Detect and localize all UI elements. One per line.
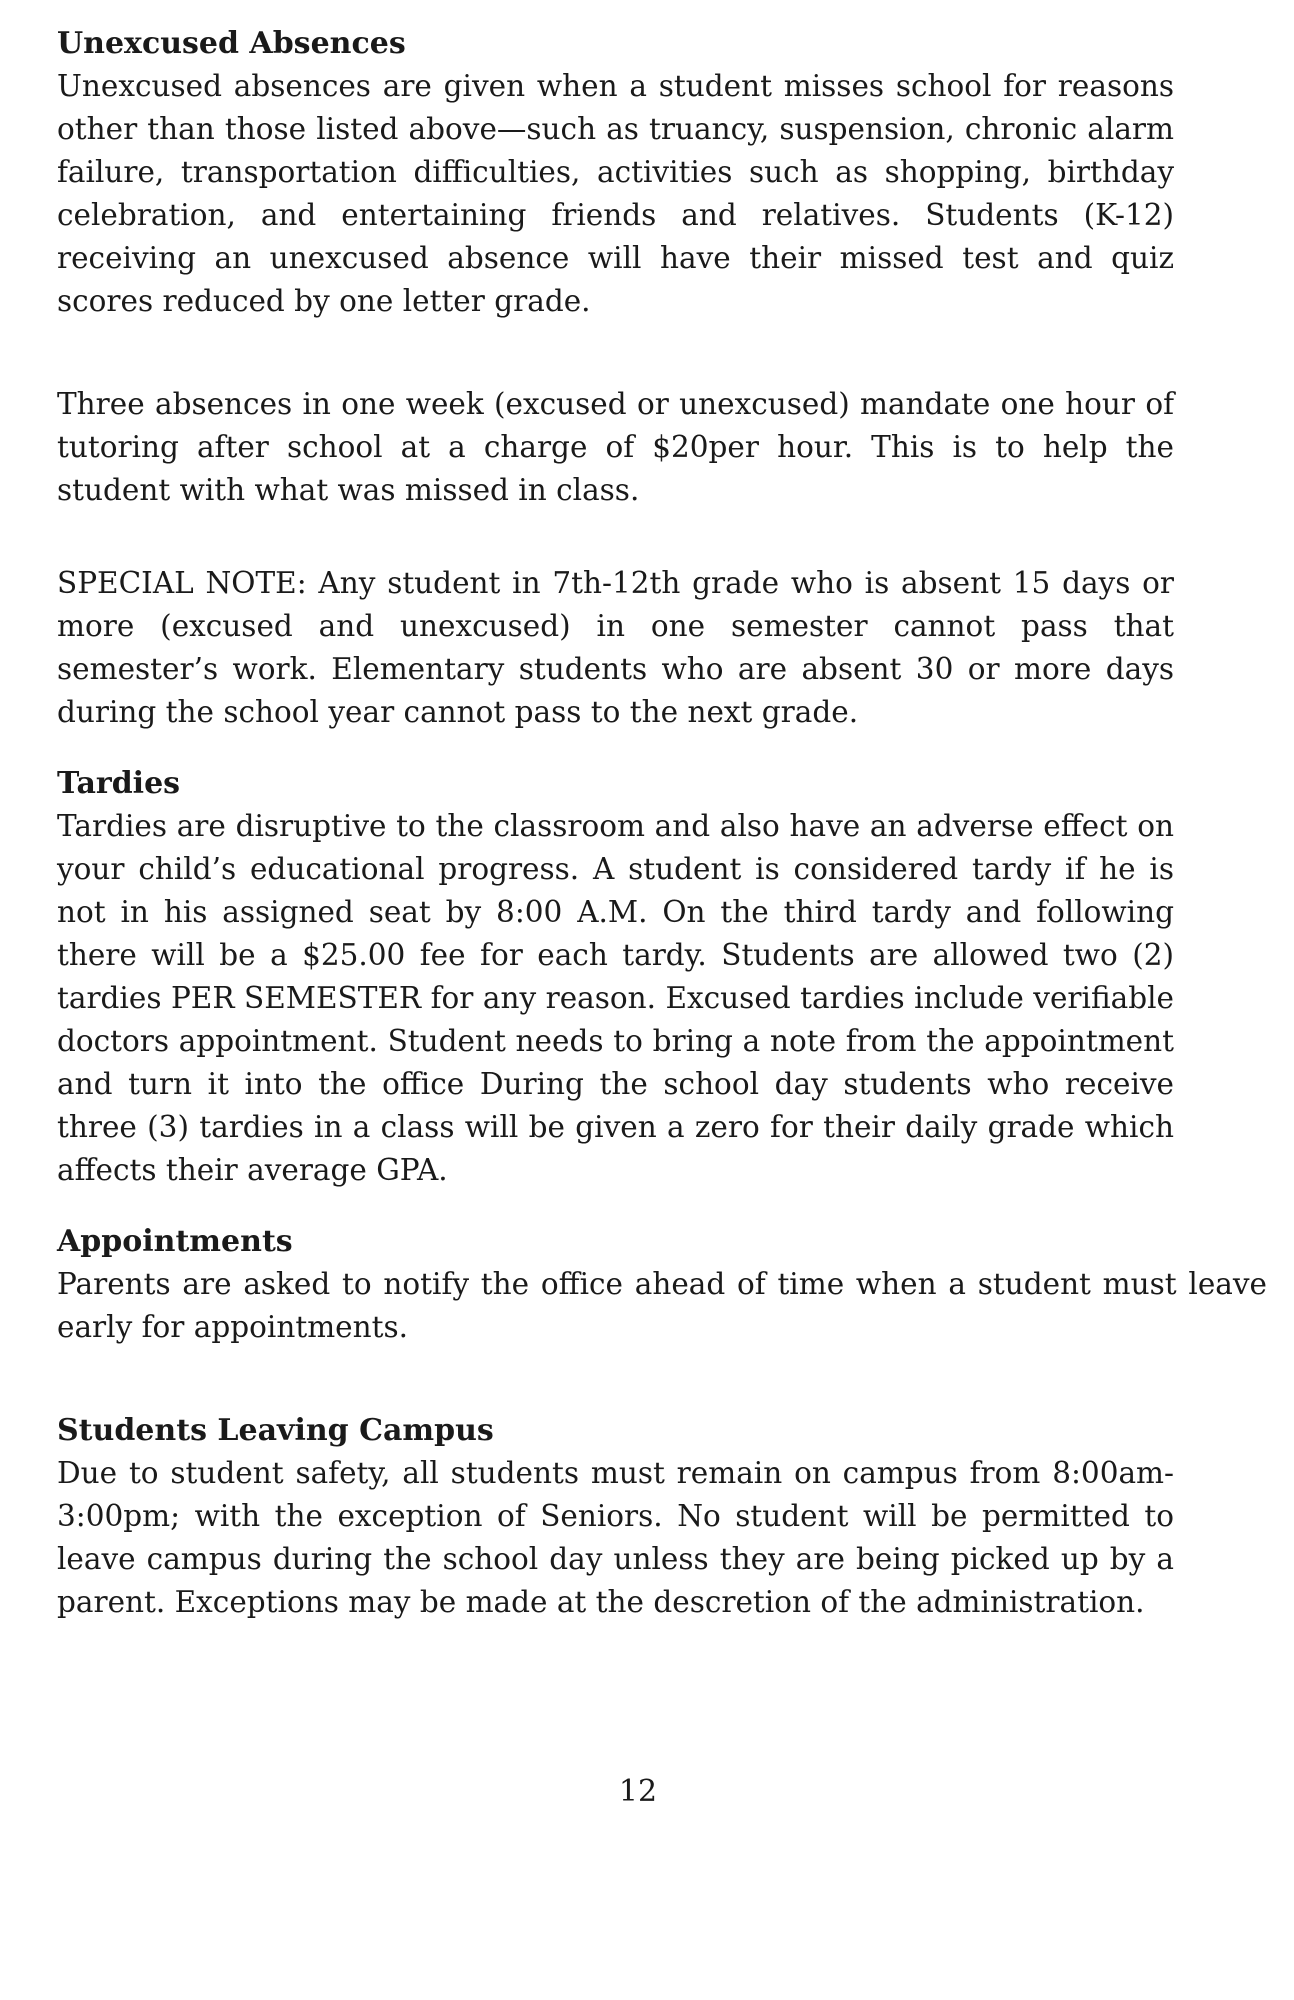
heading-appointments: Appointments	[57, 1224, 293, 1259]
paragraph-appointments: Parents are asked to notify the office ahead of time when a student must leave early for appointments.	[57, 1267, 1267, 1344]
heading-students-leaving-campus: Students Leaving Campus	[57, 1413, 494, 1448]
spacer	[57, 512, 1177, 562]
page-number: 12	[618, 1774, 658, 1809]
section-special-note	[57, 562, 1177, 734]
section-tardies	[57, 762, 1177, 1192]
paragraph-students-leaving-campus: Due to student safety, all students must remain on campus from 8:00am- 3:00pm; with the exception of Seniors. No student will be permitted to leave campus during the school day unless they are being picked up by a parent. Exceptions may be made at the descretion of the administration.	[57, 1456, 1174, 1619]
heading-tardies: Tardies	[57, 766, 181, 801]
section-unexcused-absences	[57, 22, 1177, 323]
paragraph-special-note: SPECIAL NOTE: Any student in 7th-12th grade who is absent 15 days or more (excused and unexcused) in one semester cannot pass that semester’s work. Elementary students who are absent 30 or more days during the school year cannot pass to the next grade.	[57, 566, 1174, 729]
document-page	[57, 22, 1267, 1624]
spacer	[57, 734, 1177, 762]
section-students-leaving-campus	[57, 1409, 1177, 1624]
paragraph-tardies: Tardies are disruptive to the classroom and also have an adverse effect on your child’s educational progress. A student is considered tardy if he is not in his assigned seat by 8:00 A.M. On the third tardy and following there will be a $25.00 fee for each tardy. Students are allowed two (2) tardies PER SEMESTER for any reason. Excused tardies include verifiable doctors appointment. Student needs to bring a note from the appointment and turn it into the office During the school day students who receive three (3) tardies in a class will be given a zero for their daily grade which affects their average GPA.	[57, 809, 1174, 1187]
spacer	[57, 1192, 1177, 1220]
section-appointments	[57, 1220, 1267, 1349]
paragraph-unexcused-absences: Unexcused absences are given when a student misses school for reasons other than those listed above—such as truancy, suspension, chronic alarm failure, transportation difficulties, activities such as shopping, birthday celebration, and entertaining friends and relatives. Students (K-12) receiving an unexcused absence will have their missed test and quiz scores reduced by one letter grade.	[57, 69, 1174, 318]
spacer	[57, 1349, 1177, 1409]
spacer	[57, 323, 1177, 383]
paragraph-three-absences: Three absences in one week (excused or unexcused) mandate one hour of tutoring after school at a charge of $20per hour. This is to help the student with what was missed in class.	[57, 387, 1174, 507]
section-three-absences	[57, 383, 1177, 512]
heading-unexcused-absences: Unexcused Absences	[57, 26, 406, 61]
